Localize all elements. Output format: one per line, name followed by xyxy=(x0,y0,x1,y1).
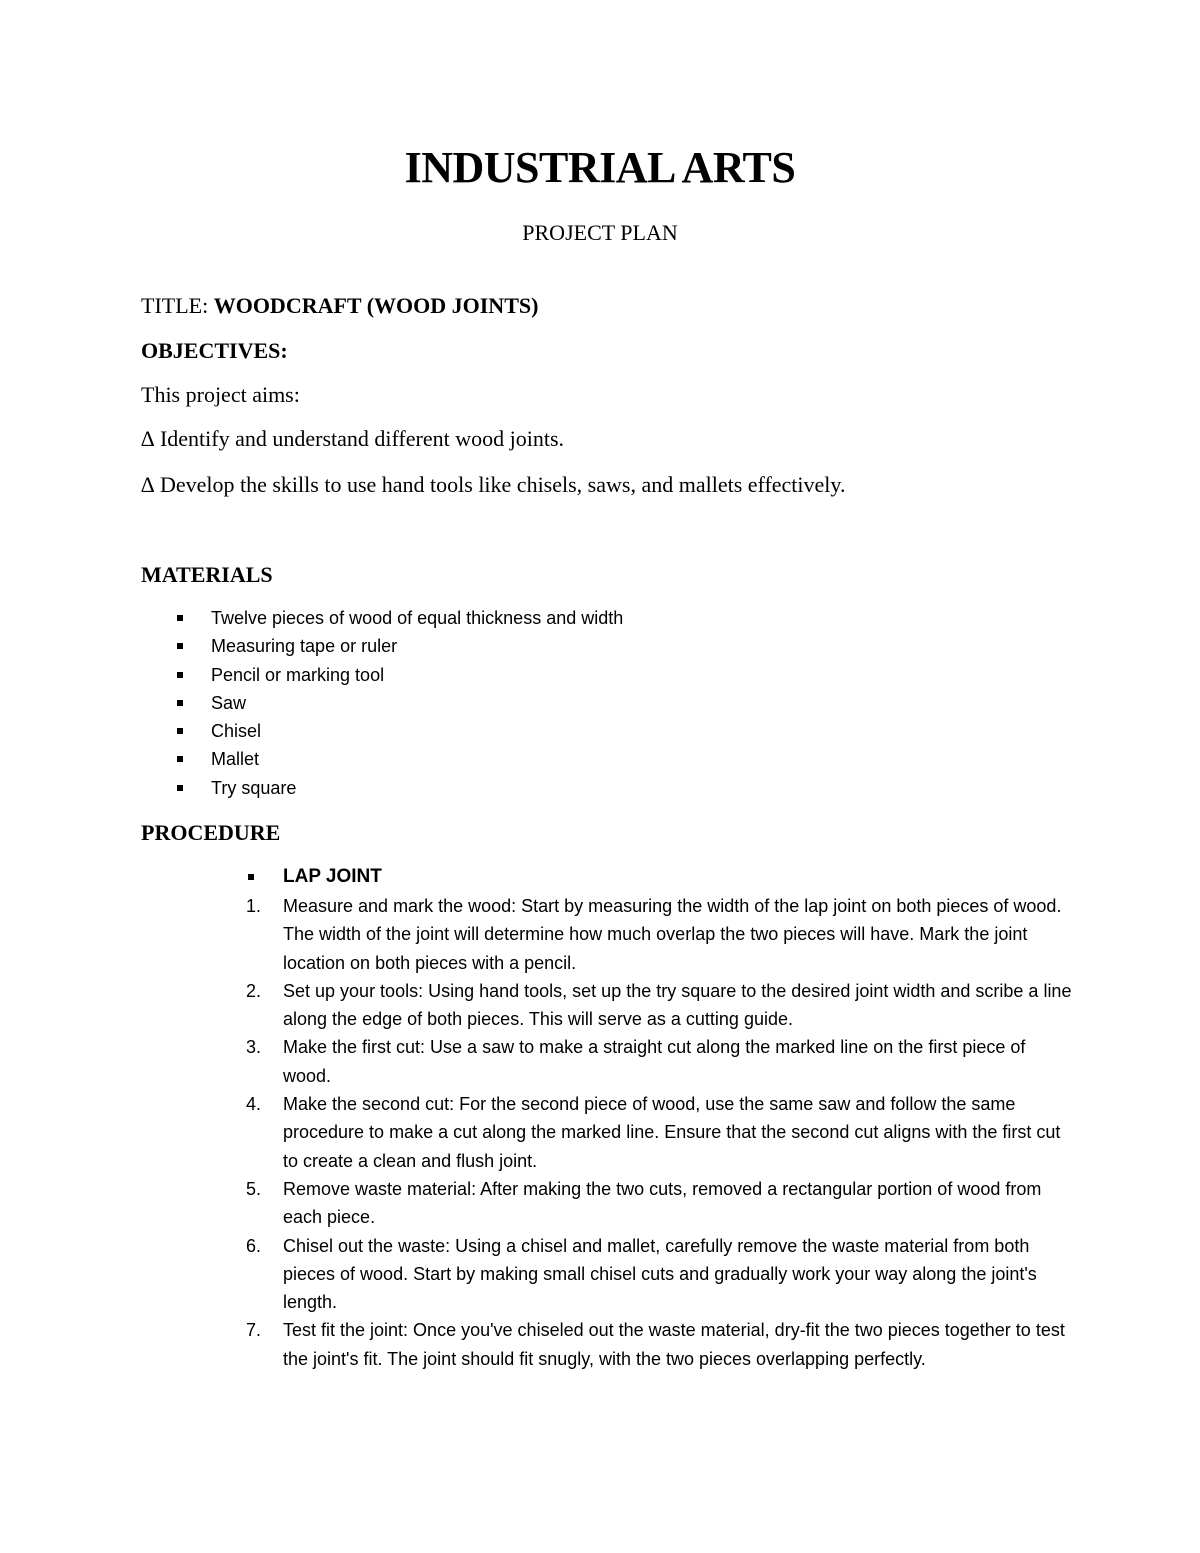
step-number: 6. xyxy=(246,1235,262,1256)
material-item xyxy=(141,745,623,773)
title-value: WOODCRAFT (WOOD JOINTS) xyxy=(213,293,539,318)
material-item xyxy=(141,604,623,632)
document-title: INDUSTRIAL ARTS xyxy=(404,143,796,192)
procedure-heading: PROCEDURE xyxy=(141,820,281,845)
square-bullet-icon xyxy=(177,700,183,706)
material-item xyxy=(141,661,623,689)
step-text: Set up your tools: Using hand tools, set up the try square to the desired joint width and scribe a line along the edge of both pieces. This will serve as a cutting guide. xyxy=(283,980,1072,1030)
material-item-label: Try square xyxy=(211,777,297,798)
square-bullet-icon xyxy=(177,615,183,621)
step-number: 5. xyxy=(246,1178,262,1199)
materials-heading: MATERIALS xyxy=(141,562,273,587)
title-line xyxy=(141,292,538,320)
joint-name: LAP JOINT xyxy=(283,866,382,887)
material-item-label: Twelve pieces of wood of equal thickness and width xyxy=(211,608,624,628)
objective-item: ∆ Develop the skills to use hand tools like chisels, saws, and mallets effectively. xyxy=(141,472,846,497)
step-text: Make the second cut: For the second piece of wood, use the same saw and follow the same procedure to make a cut along the marked line. Ensure that the second cut aligns with the first cut to create a clean and flush joint. xyxy=(283,1094,1061,1171)
material-item-label: Mallet xyxy=(211,749,260,770)
step-number: 1. xyxy=(246,896,262,916)
materials-list xyxy=(141,604,623,802)
procedure-step xyxy=(243,892,1073,977)
material-item xyxy=(141,774,623,802)
procedure-step xyxy=(243,1232,1073,1317)
procedure-steps xyxy=(243,892,1073,1373)
step-text: Test fit the joint: Once you've chiseled out the waste material, dry-fit the two pieces together to test the joint's fit. The joint should fit snugly, with the two pieces overlapping perfectly. xyxy=(283,1320,1065,1369)
square-bullet-icon xyxy=(177,643,183,649)
step-text: Remove waste material: After making the two cuts, removed a rectangular portion of wood from each piece. xyxy=(283,1178,1042,1228)
square-bullet-icon xyxy=(177,728,183,734)
square-bullet-icon xyxy=(177,756,183,762)
title-label: TITLE: xyxy=(141,293,209,318)
step-text: Chisel out the waste: Using a chisel and mallet, carefully remove the waste material from both pieces of wood. Start by making small chisel cuts and gradually work your way along the joint's length. xyxy=(283,1235,1037,1313)
material-item-label: Saw xyxy=(211,692,247,713)
step-number: 2. xyxy=(246,980,262,1001)
joint-heading xyxy=(243,863,382,891)
procedure-step xyxy=(243,1316,1073,1373)
procedure-step xyxy=(243,977,1073,1034)
procedure-step xyxy=(243,1090,1073,1175)
square-bullet-icon xyxy=(248,874,254,880)
objective-item: ∆ Identify and understand different wood joints. xyxy=(141,426,565,451)
document-subtitle: PROJECT PLAN xyxy=(522,220,678,245)
material-item xyxy=(141,689,623,717)
step-text: Measure and mark the wood: Start by measuring the width of the lap joint on both pieces of wood. The width of the joint will determine how much overlap the two pieces will have. Mark the joint location on both pieces with a pencil. xyxy=(283,896,1062,973)
procedure-step xyxy=(243,1033,1073,1090)
step-number: 3. xyxy=(246,1037,262,1058)
square-bullet-icon xyxy=(177,672,183,678)
objectives-heading: OBJECTIVES: xyxy=(141,338,288,363)
procedure-step xyxy=(243,1175,1073,1232)
objectives-intro: This project aims: xyxy=(141,382,300,407)
material-item xyxy=(141,717,623,745)
material-item xyxy=(141,632,623,660)
material-item-label: Pencil or marking tool xyxy=(211,664,385,685)
step-number: 4. xyxy=(246,1094,262,1115)
material-item-label: Chisel xyxy=(211,721,262,742)
material-item-label: Measuring tape or ruler xyxy=(211,636,398,657)
step-number: 7. xyxy=(246,1320,262,1341)
step-text: Make the first cut: Use a saw to make a straight cut along the marked line on the first piece of wood. xyxy=(283,1037,1026,1086)
square-bullet-icon xyxy=(177,785,183,791)
